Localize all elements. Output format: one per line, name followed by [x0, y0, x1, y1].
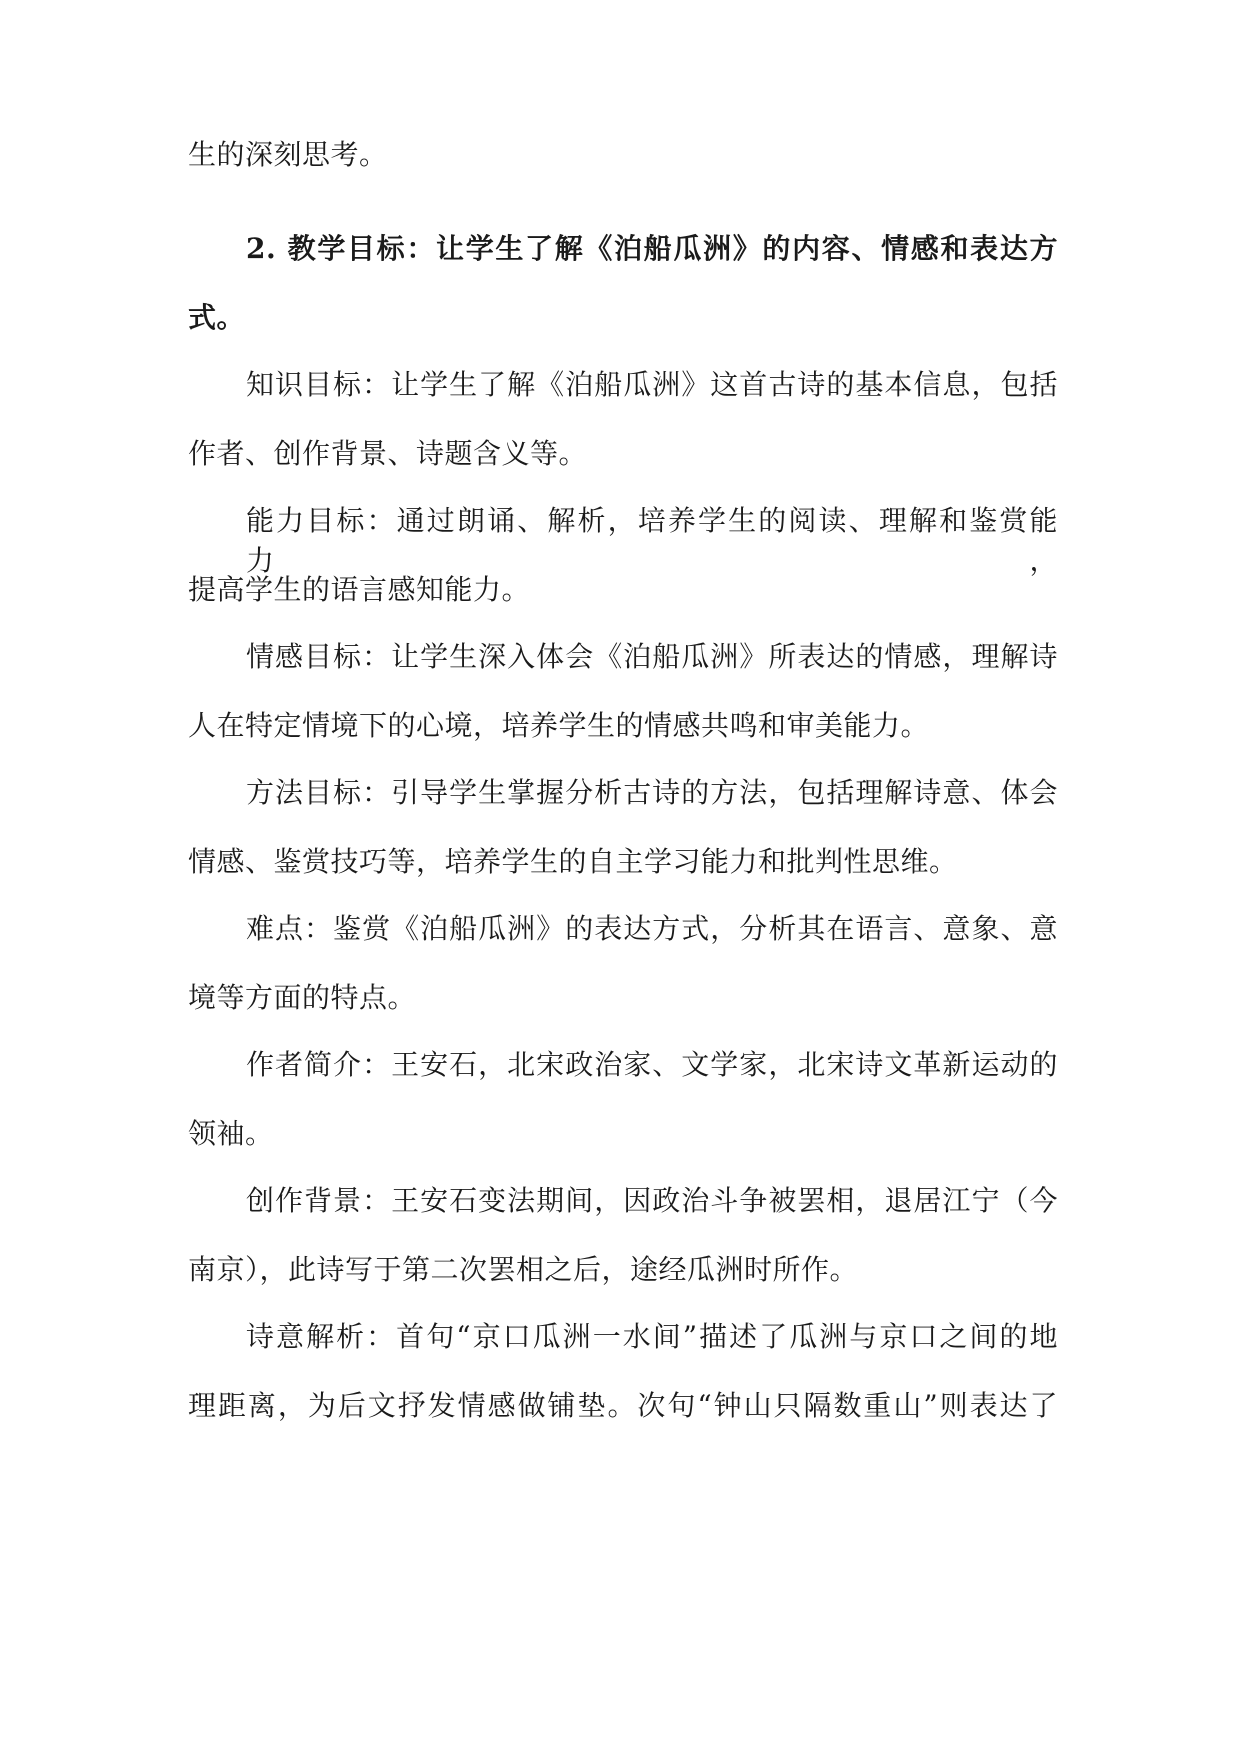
paragraph-difficulty-cont: 境等方面的特点。: [188, 981, 417, 1014]
paragraph-ability-goal: 能力目标：通过朗诵、解析，培养学生的阅读、理解和鉴赏能力，: [246, 504, 1058, 577]
paragraph-method-goal-cont: 情感、鉴赏技巧等，培养学生的自主学习能力和批判性思维。: [188, 845, 958, 878]
paragraph-knowledge-goal: 知识目标：让学生了解《泊船瓜洲》这首古诗的基本信息，包括: [246, 368, 1058, 401]
paragraph-difficulty: 难点：鉴赏《泊船瓜洲》的表达方式，分析其在语言、意象、意: [246, 912, 1058, 945]
section-heading-continued: 式。: [188, 301, 246, 334]
section-heading: 2. 教学目标：让学生了解《泊船瓜洲》的内容、情感和表达方: [246, 232, 1058, 265]
paragraph-emotion-goal: 情感目标：让学生深入体会《泊船瓜洲》所表达的情感，理解诗: [246, 640, 1058, 673]
paragraph-background-cont: 南京），此诗写于第二次罢相之后，途经瓜洲时所作。: [188, 1253, 859, 1286]
paragraph-method-goal: 方法目标：引导学生掌握分析古诗的方法，包括理解诗意、体会: [246, 776, 1058, 809]
text-line: 生的深刻思考。: [188, 138, 388, 171]
paragraph-poem-analysis-cont: 理距离，为后文抒发情感做铺垫。次句“钟山只隔数重山”则表达了: [188, 1389, 1058, 1422]
paragraph-author-intro: 作者简介：王安石，北宋政治家、文学家，北宋诗文革新运动的: [246, 1048, 1058, 1081]
paragraph-background: 创作背景：王安石变法期间，因政治斗争被罢相，退居江宁（今: [246, 1184, 1058, 1217]
paragraph-author-intro-cont: 领袖。: [188, 1117, 274, 1150]
paragraph-emotion-goal-cont: 人在特定情境下的心境，培养学生的情感共鸣和审美能力。: [188, 709, 930, 742]
paragraph-ability-goal-cont: 提高学生的语言感知能力。: [188, 573, 531, 606]
paragraph-knowledge-goal-cont: 作者、创作背景、诗题含义等。: [188, 437, 588, 470]
paragraph-poem-analysis: 诗意解析：首句“京口瓜洲一水间”描述了瓜洲与京口之间的地: [246, 1320, 1058, 1353]
